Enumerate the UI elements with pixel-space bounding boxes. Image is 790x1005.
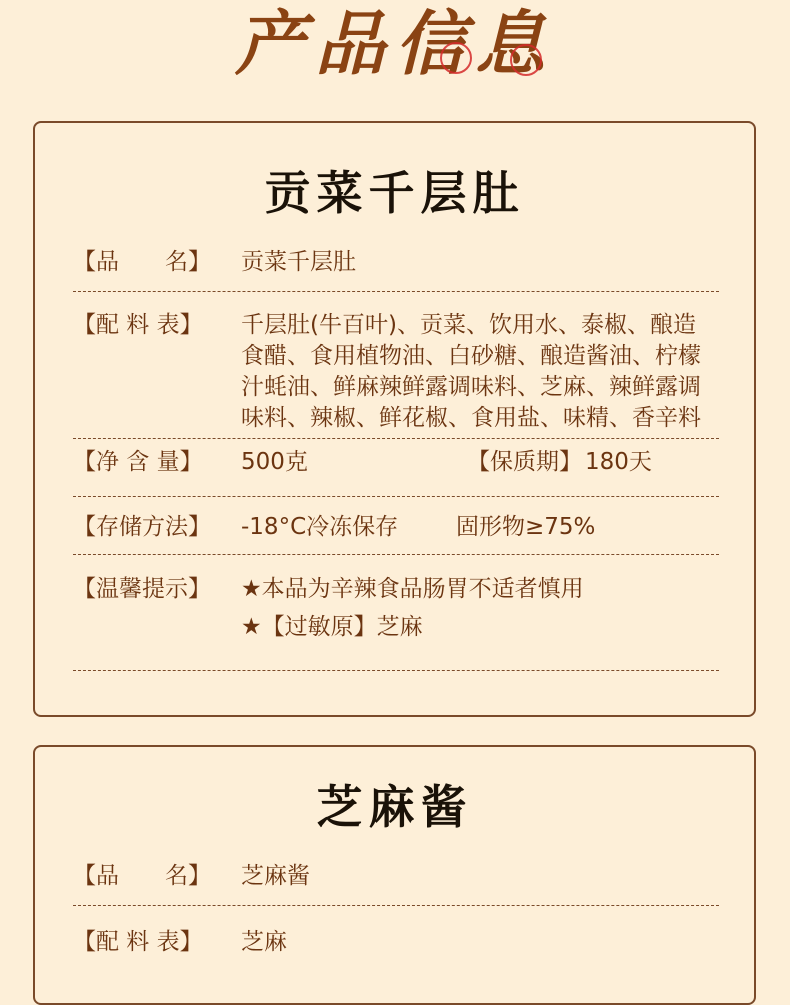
- product-card-2: [33, 745, 756, 1005]
- seal-mark-icon: [440, 42, 472, 74]
- product-name-heading: 芝麻酱: [316, 780, 473, 834]
- label-ingredients: 【配 料 表】: [73, 312, 203, 338]
- label-tips: 【温馨提示】: [73, 576, 211, 602]
- row-divider: [73, 905, 719, 906]
- tip-line: ★【过敏原】芝麻: [241, 614, 423, 640]
- value-solids: 固形物≥75%: [456, 514, 596, 540]
- label-net-content: 【净 含 量】: [73, 449, 203, 475]
- row-divider: [73, 291, 719, 292]
- value-tips: [241, 570, 721, 646]
- label-product-name: 【品 名】: [73, 863, 211, 889]
- row-divider: [73, 554, 719, 555]
- label-shelf-life: 【保质期】: [467, 449, 582, 475]
- label-storage: 【存储方法】: [73, 514, 211, 540]
- page-title: [0, 0, 790, 90]
- value-ingredients: 千层肚(牛百叶)、贡菜、饮用水、泰椒、酿造食醋、食用植物油、白砂糖、酿造酱油、柠檬汁蚝油、鲜麻辣鲜露调味料、芝麻、辣鲜露调味料、辣椒、鲜花椒、食用盐、味精、香辛料: [241, 312, 701, 431]
- value-product-name: 芝麻酱: [241, 863, 310, 889]
- row-divider: [73, 670, 719, 671]
- value-product-name: 贡菜千层肚: [241, 249, 356, 275]
- product-name-heading: 贡菜千层肚: [264, 166, 525, 220]
- value-shelf-life: 180天: [585, 449, 652, 475]
- page-title-text: 产品信息: [235, 2, 555, 85]
- product-card-1: [33, 121, 756, 717]
- value-ingredients: 芝麻: [241, 929, 287, 955]
- label-product-name: 【品 名】: [73, 249, 211, 275]
- value-net-content: 500克: [241, 449, 308, 475]
- tip-line: ★本品为辛辣食品肠胃不适者慎用: [241, 576, 584, 602]
- value-storage: -18°C冷冻保存: [241, 514, 399, 540]
- label-ingredients: 【配 料 表】: [73, 929, 203, 955]
- row-divider: [73, 438, 719, 439]
- row-divider: [73, 496, 719, 497]
- seal-mark-icon: [510, 44, 542, 76]
